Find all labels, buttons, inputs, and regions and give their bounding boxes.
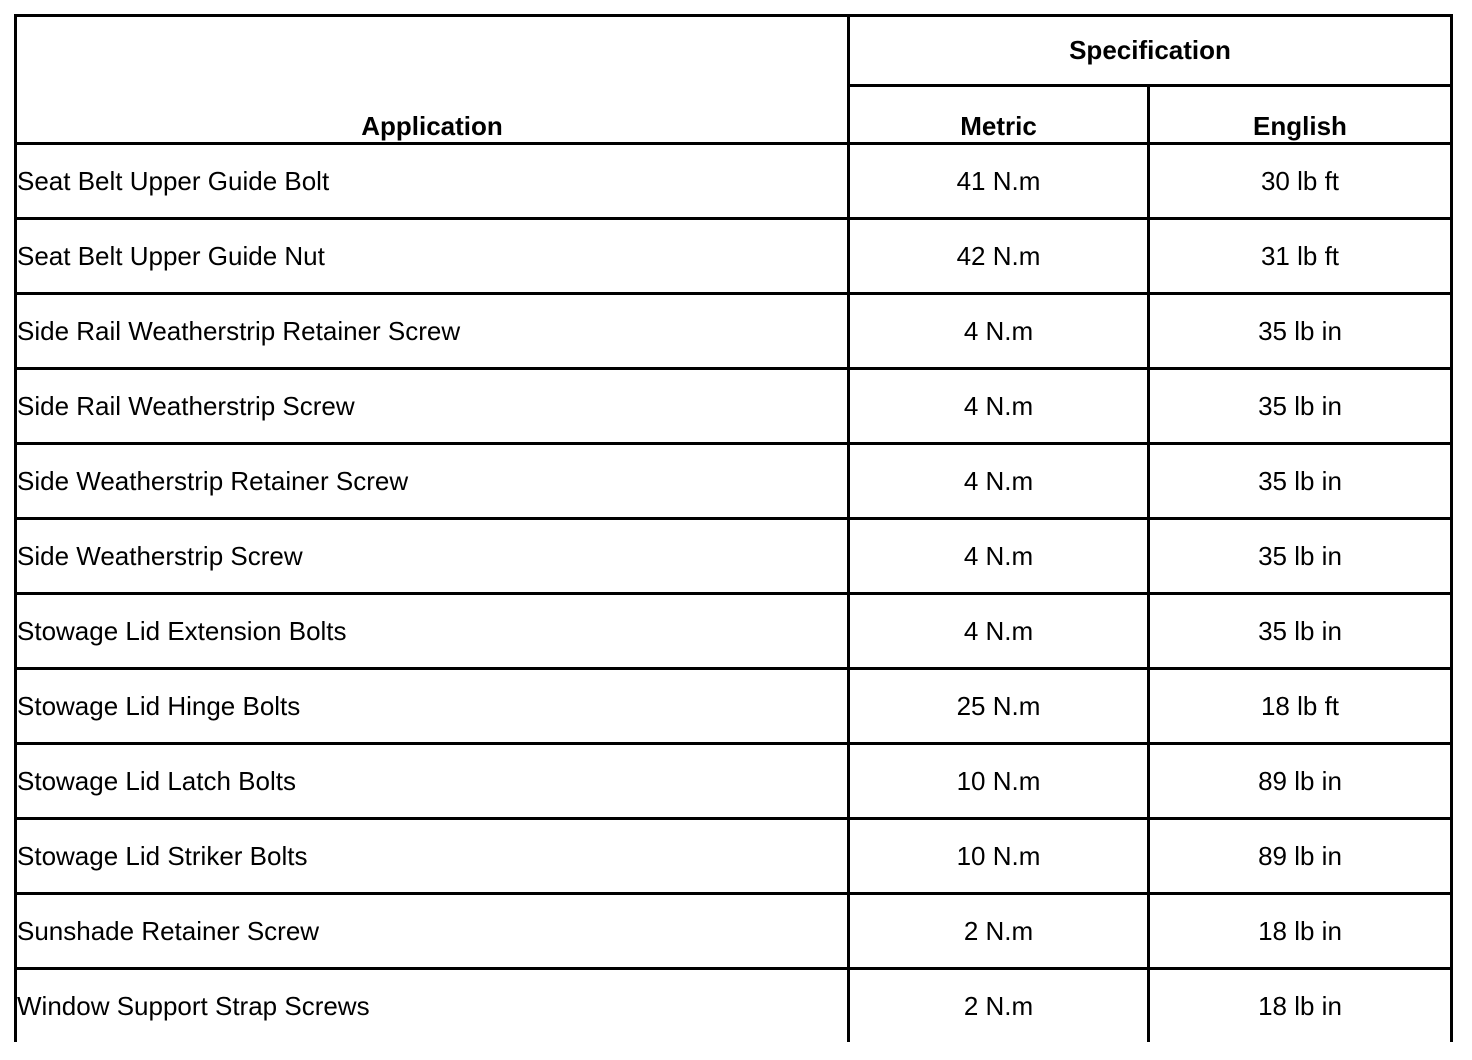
table-row	[16, 594, 1452, 669]
cell-metric: 4 N.m	[849, 519, 1149, 594]
cell-application: Side Rail Weatherstrip Retainer Screw	[16, 294, 849, 369]
table-body	[16, 144, 1452, 1043]
cell-metric: 4 N.m	[849, 294, 1149, 369]
cell-english: 35 lb in	[1149, 519, 1452, 594]
cell-application: Stowage Lid Striker Bolts	[16, 819, 849, 894]
cell-english: 18 lb in	[1149, 894, 1452, 969]
cell-english: 18 lb in	[1149, 969, 1452, 1043]
cell-english: 89 lb in	[1149, 819, 1452, 894]
table-row	[16, 669, 1452, 744]
cell-english: 89 lb in	[1149, 744, 1452, 819]
table-row	[16, 444, 1452, 519]
cell-application: Seat Belt Upper Guide Nut	[16, 219, 849, 294]
cell-english: 31 lb ft	[1149, 219, 1452, 294]
cell-metric: 42 N.m	[849, 219, 1149, 294]
cell-metric: 2 N.m	[849, 969, 1149, 1043]
cell-application: Side Weatherstrip Retainer Screw	[16, 444, 849, 519]
table-row	[16, 219, 1452, 294]
header-specification: Specification	[849, 16, 1452, 86]
cell-metric: 4 N.m	[849, 369, 1149, 444]
cell-metric: 10 N.m	[849, 819, 1149, 894]
cell-application: Stowage Lid Latch Bolts	[16, 744, 849, 819]
table-row	[16, 969, 1452, 1043]
cell-application: Stowage Lid Extension Bolts	[16, 594, 849, 669]
cell-english: 18 lb ft	[1149, 669, 1452, 744]
cell-metric: 4 N.m	[849, 444, 1149, 519]
cell-application: Side Weatherstrip Screw	[16, 519, 849, 594]
table-row	[16, 894, 1452, 969]
table-row	[16, 519, 1452, 594]
cell-english: 35 lb in	[1149, 369, 1452, 444]
cell-application: Stowage Lid Hinge Bolts	[16, 669, 849, 744]
cell-metric: 4 N.m	[849, 594, 1149, 669]
table-row	[16, 144, 1452, 219]
cell-metric: 10 N.m	[849, 744, 1149, 819]
cell-metric: 41 N.m	[849, 144, 1149, 219]
cell-english: 35 lb in	[1149, 444, 1452, 519]
cell-english: 35 lb in	[1149, 294, 1452, 369]
cell-metric: 25 N.m	[849, 669, 1149, 744]
cell-application: Side Rail Weatherstrip Screw	[16, 369, 849, 444]
table-row	[16, 819, 1452, 894]
table-header	[16, 16, 1452, 144]
cell-english: 30 lb ft	[1149, 144, 1452, 219]
header-metric: Metric	[849, 86, 1149, 144]
header-row-top	[16, 16, 1452, 86]
table-row	[16, 294, 1452, 369]
specification-table	[14, 14, 1453, 1042]
cell-english: 35 lb in	[1149, 594, 1452, 669]
header-english: English	[1149, 86, 1452, 144]
cell-metric: 2 N.m	[849, 894, 1149, 969]
header-application: Application	[16, 16, 849, 144]
table-row	[16, 369, 1452, 444]
cell-application: Window Support Strap Screws	[16, 969, 849, 1043]
cell-application: Sunshade Retainer Screw	[16, 894, 849, 969]
cell-application: Seat Belt Upper Guide Bolt	[16, 144, 849, 219]
table-row	[16, 744, 1452, 819]
